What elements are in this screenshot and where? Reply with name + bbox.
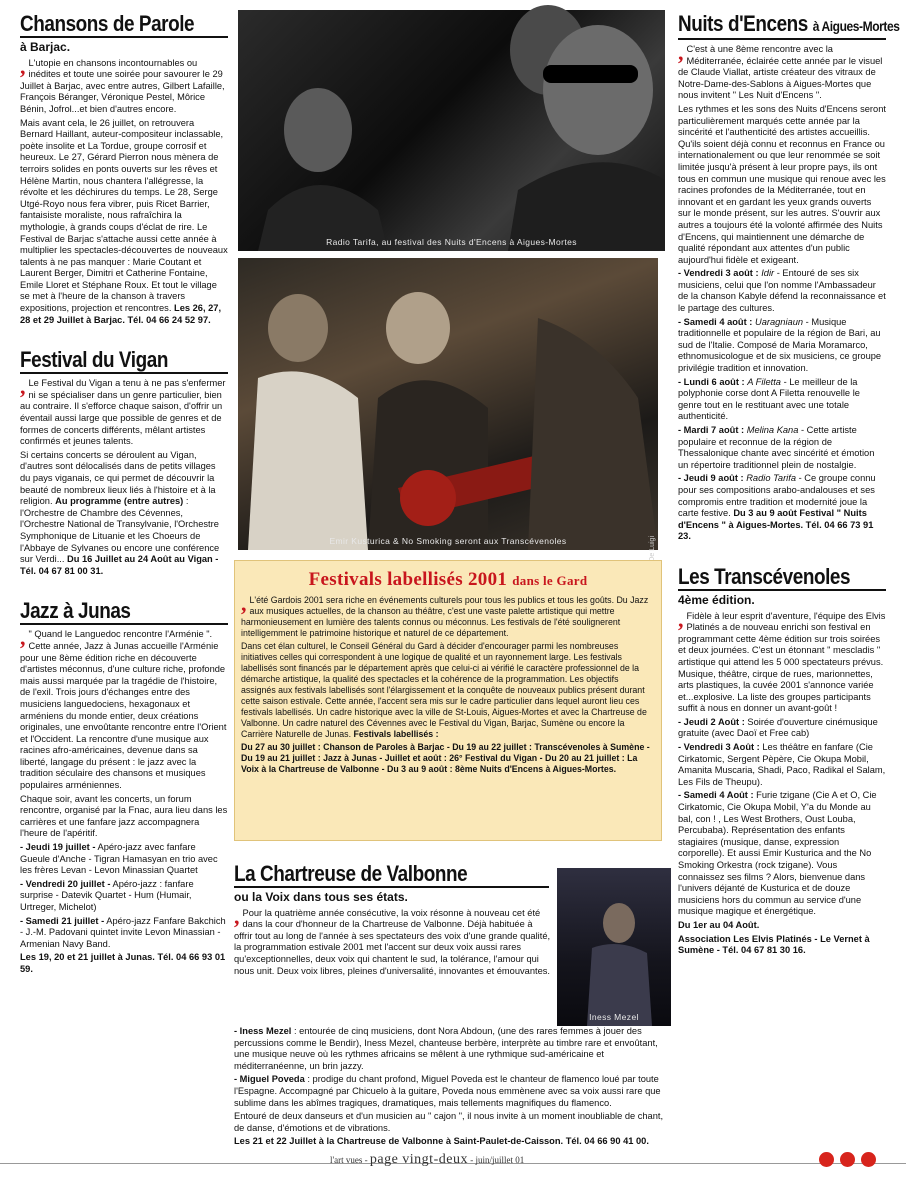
encens-event-3-label: - Lundi 6 août : xyxy=(678,376,745,387)
transcevenoles-day-2-label: - Vendredi 3 Août : xyxy=(678,742,760,753)
quote-mark-icon: , xyxy=(20,374,26,400)
valbonne-dates: Les 21 et 22 Juillet à la Chartreuse de Valbonne à Saint-Paulet-de-Caisson. Tél. 04 66 90 41 00. xyxy=(234,1136,649,1147)
encens-event-2-text: - Musique traditionnelle et populaire de la région de Bari, au sud de l'Italie. Composé de Maria Moramarco, ethnomusicologue et de six musiciens, ce groupe privilégie tradition et innovation. xyxy=(678,316,882,374)
junas-dates: Les 19, 20 et 21 juillet à Junas. Tél. 04 66 93 01 59. xyxy=(20,952,226,974)
labellises-box xyxy=(234,560,662,841)
encens-event-4 xyxy=(678,425,886,471)
quote-mark-icon: , xyxy=(678,606,684,632)
encens-paragraph-1: C'est à une 8ème rencontre avec la Méditerranée, éclairée cette année par le visuel de Claude Viallat, artiste créateur des vitraux de Notre-Dame-des-Sablons à Aigues-Mortes que nous invitent " Les Nuit d'Encens ". xyxy=(678,44,883,101)
encens-event-5-label: - Jeudi 9 août : xyxy=(678,473,744,484)
transcevenoles-subtitle: 4ème édition. xyxy=(678,592,755,607)
junas-day-2-text: Apéro-jazz : fanfare surprise - Datevik Quartet - Hum (Humair, Urtreger, Michelot) xyxy=(20,878,194,912)
transcevenoles-day-3-label: - Samedi 4 Août : xyxy=(678,790,754,801)
vigan-paragraph-2-text: Si certains concerts se déroulent au Vigan, d'autres sont délocalisés dans de petits villages du pays viganais, ce qui permet de découvrir la beauté de nombreux lieux liés à l'histoire et à la religion. xyxy=(20,449,216,507)
encens-title xyxy=(678,11,900,38)
encens-event-2 xyxy=(678,317,886,375)
labellises-paragraph-1: L'été Gardois 2001 sera riche en événements culturels pour tous les publics et tous les goûts. Du Jazz aux musiques actuelles, de la chanson au théâtre, c'est une vaste palette artistique qui mettre harmonieusement en lumière des talents connus ou méconnus. Les festivals de l'été soulignerent intelligemment le patrimoine historique et naturel de ce département. xyxy=(241,595,649,638)
photo-3-caption: Iness Mezel xyxy=(589,1012,639,1022)
transcevenoles-day-3-text: Furie tzigane (Cie A et O, Cie Cirkatomic, Cie Okupa Mobil, Y'a du Monde au bal, con ! , Les West Brothers, Oust Louba, Percubaba). Représentation des enfants stagiaires (musique, danse, expression corporelle). Et aussi Emir Kusturica and the No Smoking Orkestra (rock tzigane). Vous connaissez ses films ? Alors, bienvenue dans l'univers déjanté de Kusturica et de douze musiciens hors du commun au service d'une musique magique et énergétique. xyxy=(678,790,877,917)
labellises-title-small: dans le Gard xyxy=(512,573,588,588)
junas-day-1-text: Apéro-jazz avec fanfare Gueule d'Anche - Tigran Hamasyan en trio avec les frères Levan - Levon Minassian Quartet xyxy=(20,842,218,876)
encens-article xyxy=(678,11,900,543)
encens-event-4-text: - Cette artiste populaire et reconnue de la région de Thessalonique chante avec sincérité et émotion un répertoire traditionnel plein de nostalgie. xyxy=(678,425,875,470)
vigan-dates: Du 16 Juillet au 24 Août au Vigan - Tél. 04 67 81 00 31. xyxy=(20,554,219,576)
encens-event-4-artist: Melina Kana xyxy=(746,425,799,435)
junas-day-2 xyxy=(20,879,228,914)
barjac-article xyxy=(20,12,228,326)
barjac-paragraph-2 xyxy=(20,118,228,327)
encens-event-4-label: - Mardi 7 août : xyxy=(678,425,745,435)
encens-event-2-artist: Uaragniaun xyxy=(754,316,804,327)
encens-event-3-artist: A Filetta xyxy=(747,376,781,387)
labellises-list-label: Festivals labellisés : xyxy=(353,729,439,739)
valbonne-title: La Chartreuse de Valbonne xyxy=(234,861,468,886)
encens-event-3-text: - Le meilleur de la polyphonie corse dont A Filetta renouvelle le genre tout en le restituant avec une totale authenticité. xyxy=(678,376,860,422)
transcevenoles-article xyxy=(678,565,886,957)
photo-1-caption: Radio Tarifa, au festival des Nuits d'Encens à Aigues-Mortes xyxy=(326,237,577,247)
barjac-title: Chansons de Parole xyxy=(20,11,195,36)
valbonne-paragraph-1: Pour la quatrième année consécutive, la voix résonne à nouveau cet été dans la cour d'honneur de la Chartreuse de Valbonne. Déjà habituée à offrir tout au long de l'année à ses spectateurs des voix d'une grande qualité, la programmation estivale 2001 met l'accent sur deux voix aussi rares qu'exceptionnelles, deux voix qui chantent le sud, la tolérance, l'amour qui nous unit. Deux voix libres, pleines d'universalité, innovantes et émouvantes. xyxy=(234,907,551,976)
encens-event-3 xyxy=(678,377,886,423)
junas-day-1-label: - Jeudi 19 juillet - xyxy=(20,842,96,853)
photo-iness-mezel xyxy=(557,868,671,1026)
junas-paragraph-2: Chaque soir, avant les concerts, un forum rencontre, organisé par la Fnac, aura lieu dans les carrières et une fanfare jazz accompagnera l'heure de l'apéritif. xyxy=(20,793,228,839)
transcevenoles-day-1 xyxy=(678,717,886,740)
photo-2-caption: Emir Kusturica & No Smoking seront aux Transcévenoles xyxy=(329,536,567,546)
junas-day-1 xyxy=(20,842,228,877)
encens-event-5 xyxy=(678,473,886,543)
red-dot-icon xyxy=(819,1152,834,1167)
iness-mezel-image xyxy=(557,868,671,1026)
radio-tarifa-image xyxy=(238,10,665,251)
transcevenoles-dates: Du 1er au 04 Août. xyxy=(678,919,760,930)
valbonne-article xyxy=(234,862,552,979)
encens-dates: Du 3 au 9 août Festival " Nuits d'Encens " à Aigues-Mortes. Tél. 04 66 73 91 23. xyxy=(678,508,874,542)
valbonne-poveda-label: - Miguel Poveda xyxy=(234,1074,305,1085)
vigan-paragraph-2 xyxy=(20,450,228,578)
transcevenoles-day-1-label: - Jeudi 2 Août : xyxy=(678,716,745,727)
valbonne-iness-text: : entourée de cinq musiciens, dont Nora Abdoun, (une des rares femmes à jouer des percussions comme le Bendir), Iness Mezel, chanteuse berbère, interprète au timbre rare et envoûtant, une musique neuve où les rythmes africains se mêlent à une rythmique sud-américaine et méditerranéenne, un brin jazzy. xyxy=(234,1026,658,1071)
encens-title-main: Nuits d'Encens xyxy=(678,11,808,36)
labellises-title xyxy=(235,569,661,591)
footer-text xyxy=(330,1152,524,1168)
photo-kusturica xyxy=(238,258,658,550)
labellises-paragraph-2 xyxy=(241,641,651,740)
junas-day-3-label: - Samedi 21 juillet - xyxy=(20,915,105,926)
barjac-dates: Les 26, 27, 28 et 29 Juillet à Barjac. Tél. 04 66 24 52 97. xyxy=(20,303,222,325)
junas-title: Jazz à Junas xyxy=(20,598,131,624)
labellises-paragraph-2-text: Dans cet élan culturel, le Conseil Général du Gard à décider d'encourager parmi les nombreuses initiatives celles qui correspondent à une logique de qualité et un rayonnement large. Les festivals labellisés sont financés par le département après que celui-ci ai vérifié le caractère professionnel de la démarche artistique, la qualité des spectacles et la cohérence de la programmation. Les objectifs assignés aux festivals labellisés sont l'élargissement et la conquête de nouveaux publics présent durant cette saison estivale. Cette année, l'accent sera mis sur le cadre particulier dans lequel auront lieu ces festivals labellisés. Un cadre historique avec la ville de St-Louis, Aigues-Mortes et avec la Chartreuse de Valbonne. Un cadre naturel des Cévennes avec le Festival du Vigan, Barjac, Sumène ou encore la Carrière Naturelle de Junas. xyxy=(241,641,647,739)
vigan-program-label: Au programme (entre autres) xyxy=(55,496,184,507)
red-dot-icon xyxy=(840,1152,855,1167)
vigan-paragraph-1: Le Festival du Vigan a tenu à ne pas s'enfermer ni se spécialiser dans un genre particulier, bien au contraire. Il s'efforce chaque saison, d'offrir un éventail aussi large que possible de genres et de formes de concerts différents, mêlant artistes confirmés et jeunes talents. xyxy=(20,378,226,447)
encens-event-1-text: - Entouré de ses six musiciens, celui que l'on nomme l'Ambassadeur de la chanson Kabyle défend la reconnaissance et le partage des cultures. xyxy=(678,268,886,314)
encens-event-5-artist: Radio Tarifa xyxy=(746,473,796,484)
left-column xyxy=(20,12,228,978)
transcevenoles-paragraph-1: Fidèle à leur esprit d'aventure, l'équipe des Elvis Platinés a de nouveau enrichi son festival en programmant cette 4ème édition sur trois soirées et deux journées. C'est un étonnant " mescladis " artistique qui attend les 5 000 spectateurs prévus. Musique, théâtre, cirque de rues, marionnettes, arts plastiques, la cuvée 2001 s'annonce variée et...explosive. La liste des groupes participants suffit à nous en donner un avant-goût ! xyxy=(678,610,886,714)
encens-event-1-artist: Idir xyxy=(761,268,775,279)
red-dot-icon xyxy=(861,1152,876,1167)
valbonne-iness-label: - Iness Mezel xyxy=(234,1026,292,1036)
footer-right: - juin/juillet 01 xyxy=(470,1155,525,1165)
quote-mark-icon: , xyxy=(20,625,26,651)
junas-day-2-label: - Vendredi 20 juillet - xyxy=(20,878,111,889)
transcevenoles-day-2 xyxy=(678,742,886,788)
kusturica-image xyxy=(238,258,658,550)
encens-event-2-label: - Samedi 4 août : xyxy=(678,316,753,327)
junas-day-3 xyxy=(20,916,228,951)
junas-paragraph-1: " Quand le Languedoc rencontre l'Arménie ". Cette année, Jazz à Junas accueille l'Arménie pour une 8ème édition riche en découverte d'artistes méconnus, d'une culture riche, profonde mais aussi marquée par la tragédie de l'histoire, de l'exil. Trois jours d'échanges entre des musiciens languedociens, hexagonaux et arméniens du monde entier, deux créations originales, une envoûtante rencontre entre l'Orient et l'Occident. La rencontre d'une musique aux racines afro-américaines, devenue dans sa liberté, langage du présent : le jazz avec la tradition séculaire des chansons et musiques populaires arméniennes. xyxy=(20,629,227,791)
valbonne-article-continued xyxy=(234,1026,670,1150)
barjac-subtitle: à Barjac. xyxy=(20,40,71,54)
encens-event-1-label: - Vendredi 3 août : xyxy=(678,268,759,279)
quote-mark-icon: , xyxy=(234,903,240,929)
valbonne-poveda xyxy=(234,1074,670,1109)
encens-event-5-text: - Ce groupe connu pour ses compositions arabo-andalouses et ses compromis entre tradition et modernité joue la carte festive. xyxy=(678,473,876,519)
quote-mark-icon: , xyxy=(241,591,247,616)
footer-page: page vingt-deux xyxy=(369,1152,468,1167)
footer-dots xyxy=(819,1152,876,1167)
junas-article xyxy=(20,599,228,975)
encens-title-small: à Aigues-Mortes xyxy=(812,18,900,34)
valbonne-iness xyxy=(234,1026,670,1072)
footer-left: l'art vues - xyxy=(330,1155,368,1165)
vigan-article xyxy=(20,348,228,577)
valbonne-paragraph-2: Entouré de deux danseurs et d'un musicien au " cajon ", il nous invite à un moment inoubliable de chant, de danse, d'émotions et de vibrations. xyxy=(234,1111,664,1133)
transcevenoles-contact: Association Les Elvis Platinés - Le Vernet à Sumène - Tél. 04 67 81 30 16. xyxy=(678,933,870,956)
valbonne-subtitle: ou la Voix dans tous ses états. xyxy=(234,890,408,904)
transcevenoles-title: Les Transcévenoles xyxy=(678,563,851,589)
transcevenoles-day-3 xyxy=(678,790,886,918)
quote-mark-icon: , xyxy=(678,40,684,65)
labellises-title-main: Festivals labellisés 2001 xyxy=(308,569,508,590)
quote-mark-icon: , xyxy=(20,53,26,79)
valbonne-poveda-text: : prodige du chant profond, Miguel Poveda est le chanteur de flamenco loué par toute l'Espagne. Accompagné par Chicuelo à la guitare, Poveda nous emmènene avec sa voix aussi rare que sublime dans les abîmes tragiques, dramatiques, mais tellements magnifiques du flamenco. xyxy=(234,1074,661,1108)
encens-paragraph-2: Les rythmes et les sons des Nuits d'Encens seront particulièrement marqués cette année par la sincérité et l'authenticité des artistes accueillis. Qu'ils soient déjà connu et reconnus en France ou internationalement ou que leur renommée se soit limitée jusqu'à présent à leur propre pays, ils ont tous en commun une musique qui renoue avec les racines profondes de la Méditerranée, tout en innovant et en gardant les yeux grands ouverts sur le monde présent, sur les autres. S'ouvrir aux autres a toujours été la volonté affirmée des Nuits d'Encens, qui maintiennent une démarche de qualité répondant aux attentes d'un public aujourd'hui fidèle et exigeant. xyxy=(678,103,886,265)
barjac-paragraph-2-text: Mais avant cela, le 26 juillet, on retrouvera Bernard Haillant, auteur-compositeur inclassable, poète insolite et La Tordue, groupe corrosif et heureux. Le 27, Gérard Pierron nous mènera de terroirs solides en ponts ouverts sur les rêves et Hélène Martin, nous chantera l'allégresse, la révolte et les déchirures du temps. Le 28, Serge Utgé-Royo nous fera vibrer, puis Ricet Barrier, fantaisiste moraliste, nous rafraîchira la mythologie, à grands coups d'éclat de rire. Le Festival de Barjac s'attache aussi cette année à multiplier les spectacles-découvertes de nouveaux talents à ne pas manquer : Marie Coutant et Laurent Berger, Dimitri et Catherine Fontaine, Emile Lloret et Stéphane Roux. Et tout le village se met à l'heure de la chanson à travers expositions, projection et rencontres. xyxy=(20,117,228,314)
junas-day-3-text: Apéro-jazz Fanfare Bakchich - J.-M. Padovani quintet invite Levon Minassian - Armenian Navy Band. xyxy=(20,915,226,949)
labellises-list: Du 27 au 30 juillet : Chanson de Paroles à Barjac - Du 19 au 22 juillet : Transcévenoles à Sumène - Du 19 au 21 juillet : Jazz à Junas - Juillet et août : 26° Festival du Vigan - Du 20 au 21 juillet : La Voix à la Chartreuse de Valbonne - Du 3 au 9 août : 8ème Nuits d'Encens à Aigues-Mortes. xyxy=(241,742,650,774)
barjac-paragraph-1: L'utopie en chansons incontournables ou inédites et toute une soirée pour savourer le 29 Juillet à Barjac, avec entre autres, Gilbert Lafaille, François Béranger, Véronique Pestel, Môrice Bénin, Jofrol...et bien d'autres encore. xyxy=(20,57,225,114)
encens-event-1 xyxy=(678,268,886,314)
vigan-title: Festival du Vigan xyxy=(20,347,168,373)
photo-radio-tarifa xyxy=(238,10,665,251)
transcevenoles-day-1-text: Soirée d'ouverture cinémusique gratuite (avec Daoï et Free cab) xyxy=(678,716,878,739)
vigan-program: : l'Orchestre de Chambre des Cévennes, l'Orchestre National de Transylvanie, l'Orchestre Symphonique de Lituanie et les Choeurs de l'Abbaye de Sylvanes ou encore une conférence sur Verdi... xyxy=(20,496,220,565)
transcevenoles-day-2-text: Les théâtre en fanfare (Cie Cirkatomic, Sergent Pèpère, Cie Okupa Mobil, Amanita Muscaria, Shadi, Paco, Radikal el Salam, Les Fils de Theupu). xyxy=(678,742,886,787)
right-column xyxy=(678,11,900,959)
